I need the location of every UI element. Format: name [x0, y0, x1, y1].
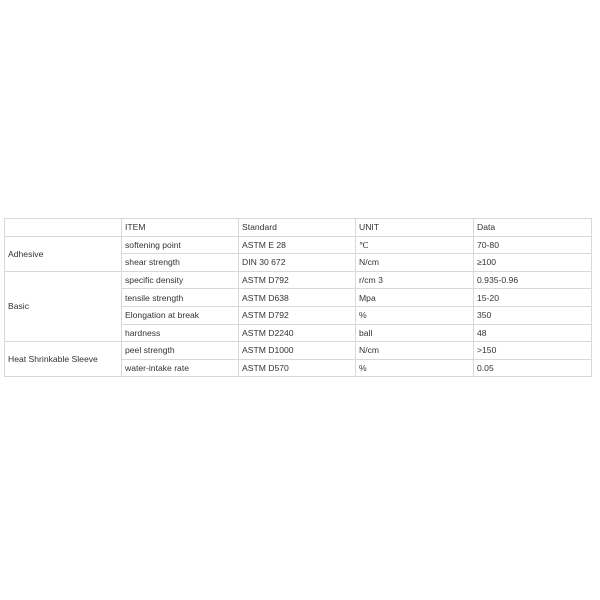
item-cell: peel strength	[122, 342, 239, 360]
data-cell: 48	[474, 324, 592, 342]
standard-cell: ASTM D570	[239, 359, 356, 377]
table-row	[5, 236, 592, 254]
table-header-row	[5, 219, 592, 237]
unit-cell: N/cm	[356, 342, 474, 360]
table-row	[5, 342, 592, 360]
data-cell: 70-80	[474, 236, 592, 254]
unit-cell: %	[356, 359, 474, 377]
data-cell: 350	[474, 306, 592, 324]
standard-cell: ASTM D792	[239, 306, 356, 324]
data-cell: 0.05	[474, 359, 592, 377]
unit-cell: r/cm 3	[356, 271, 474, 289]
data-cell: ≥100	[474, 254, 592, 272]
standard-cell: ASTM D638	[239, 289, 356, 307]
unit-cell: N/cm	[356, 254, 474, 272]
unit-cell: Mpa	[356, 289, 474, 307]
item-cell: shear strength	[122, 254, 239, 272]
specification-table	[4, 218, 592, 377]
standard-cell: ASTM D2240	[239, 324, 356, 342]
data-cell: 15-20	[474, 289, 592, 307]
item-cell: hardness	[122, 324, 239, 342]
standard-cell: ASTM D1000	[239, 342, 356, 360]
header-unit: UNIT	[356, 219, 474, 237]
group-label-heat-shrinkable-sleeve: Heat Shrinkable Sleeve	[5, 342, 122, 377]
header-item: ITEM	[122, 219, 239, 237]
standard-cell: ASTM D792	[239, 271, 356, 289]
unit-cell: %	[356, 306, 474, 324]
standard-cell: DIN 30 672	[239, 254, 356, 272]
header-standard: Standard	[239, 219, 356, 237]
table-row	[5, 271, 592, 289]
item-cell: water-intake rate	[122, 359, 239, 377]
group-label-basic: Basic	[5, 271, 122, 341]
standard-cell: ASTM E 28	[239, 236, 356, 254]
group-label-adhesive: Adhesive	[5, 236, 122, 271]
data-cell: >150	[474, 342, 592, 360]
item-cell: Elongation at break	[122, 306, 239, 324]
unit-cell: ball	[356, 324, 474, 342]
item-cell: tensile strength	[122, 289, 239, 307]
item-cell: specific density	[122, 271, 239, 289]
item-cell: softening point	[122, 236, 239, 254]
data-cell: 0.935-0.96	[474, 271, 592, 289]
header-data: Data	[474, 219, 592, 237]
unit-cell: ℃	[356, 236, 474, 254]
header-group-cell	[5, 219, 122, 237]
